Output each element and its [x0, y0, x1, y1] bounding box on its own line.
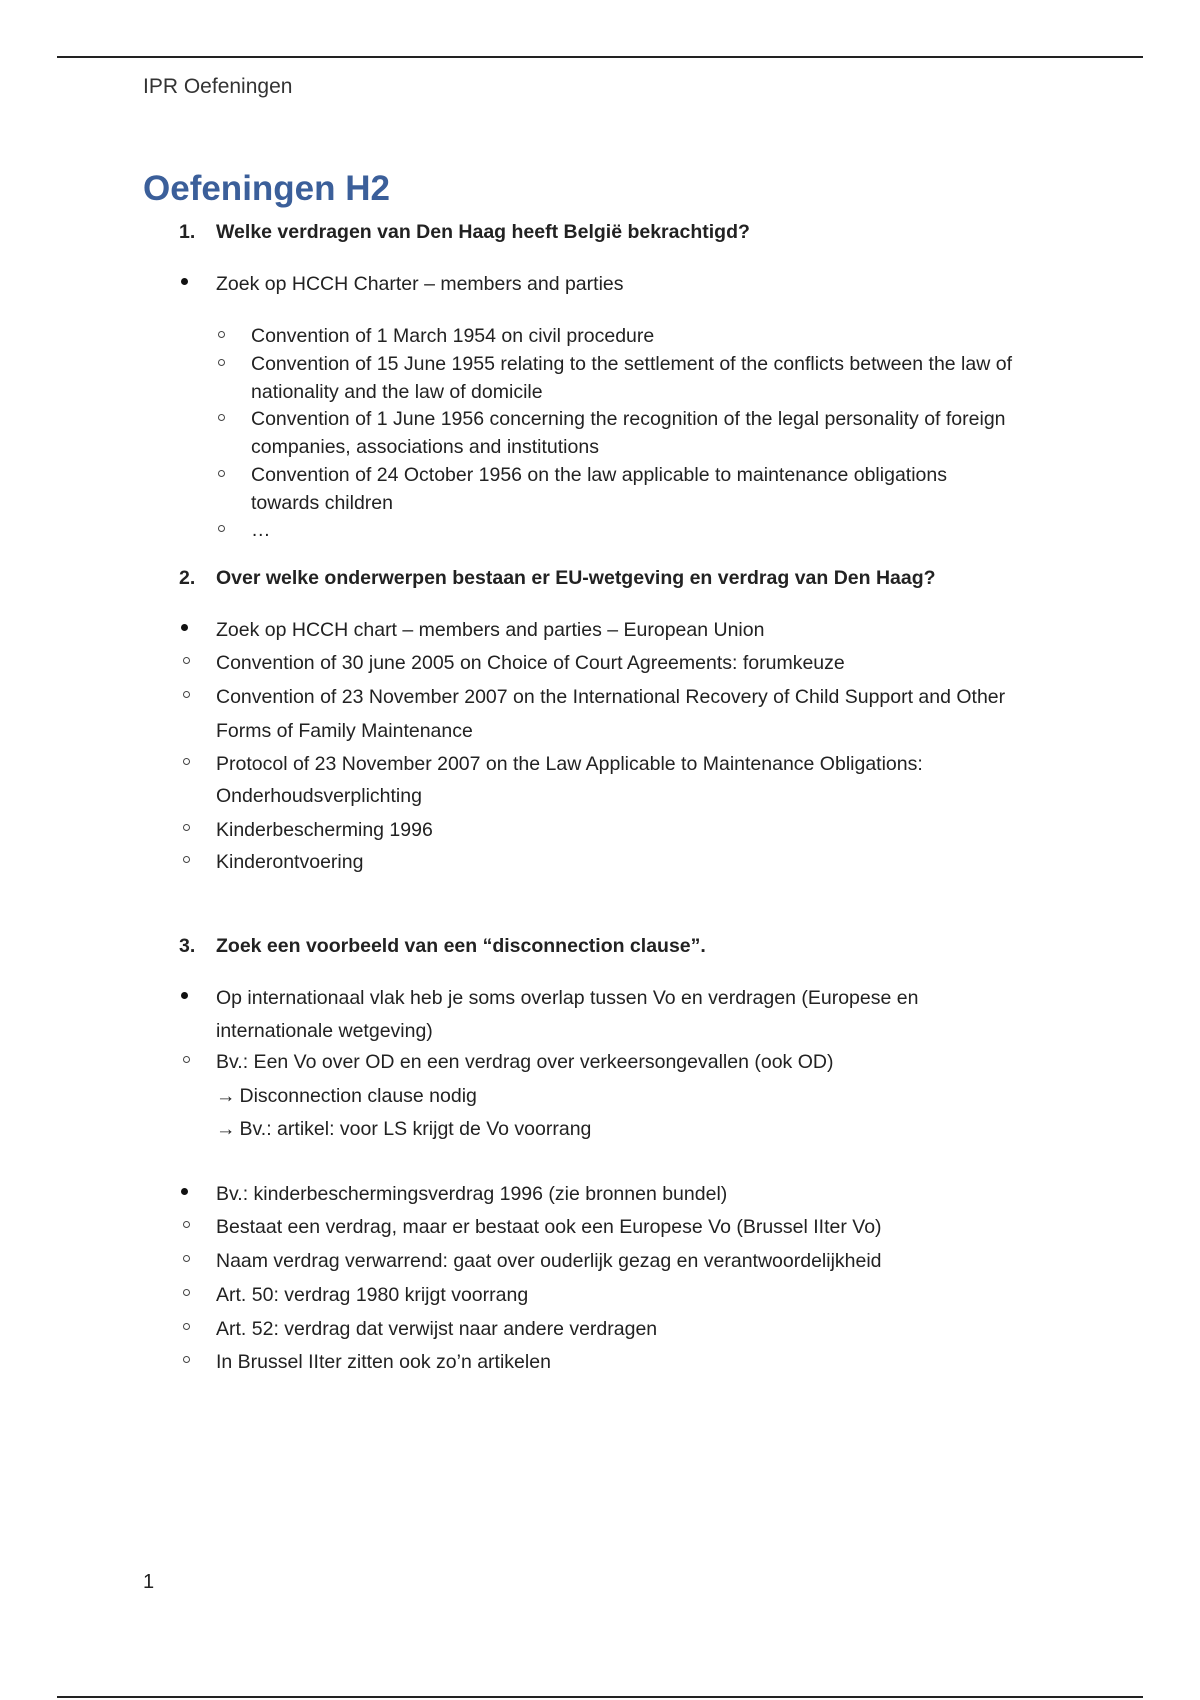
circle-bullet-icon	[176, 1350, 196, 1368]
list-item: Art. 50: verdrag 1980 krijgt voorrang	[216, 1284, 529, 1306]
q3-bullet-1: Op internationaal vlak heb je soms overlap tussen Vo en verdragen (Europese en	[216, 987, 919, 1009]
list-item-continuation: towards children	[251, 492, 393, 514]
arrow-right-icon: →	[216, 1085, 236, 1107]
bullet-dot-icon	[174, 986, 194, 1004]
arrow-line	[216, 1082, 477, 1110]
question-3	[179, 932, 706, 960]
circle-bullet-icon	[211, 464, 231, 482]
list-item: Convention of 24 October 1956 on the law applicable to maintenance obligations	[251, 464, 947, 486]
question-text: Over welke onderwerpen bestaan er EU-wetgeving en verdrag van Den Haag?	[216, 567, 936, 589]
circle-bullet-icon	[176, 1050, 196, 1068]
question-text: Welke verdragen van Den Haag heeft België bekrachtigd?	[216, 221, 750, 243]
list-item: Protocol of 23 November 2007 on the Law Applicable to Maintenance Obligations:	[216, 753, 923, 775]
circle-bullet-icon	[211, 353, 231, 371]
list-item: Kinderontvoering	[216, 851, 364, 873]
arrow-line-text: Disconnection clause nodig	[239, 1085, 477, 1107]
circle-bullet-icon	[211, 325, 231, 343]
list-item: Convention of 1 June 1956 concerning the recognition of the legal personality of foreign	[251, 408, 1006, 430]
question-number: 3.	[179, 935, 196, 957]
circle-bullet-icon	[176, 651, 196, 669]
question-text: Zoek een voorbeeld van een “disconnection clause”.	[216, 935, 706, 957]
page-header: IPR Oefeningen	[143, 75, 293, 98]
arrow-right-icon: →	[216, 1118, 236, 1140]
circle-bullet-icon	[176, 850, 196, 868]
bullet-dot-icon	[174, 1182, 194, 1200]
list-item: In Brussel IIter zitten ook zo’n artikelen	[216, 1351, 551, 1373]
list-item: Convention of 23 November 2007 on the International Recovery of Child Support and Other	[216, 686, 1006, 708]
circle-bullet-icon	[176, 1317, 196, 1335]
q1-bullet: Zoek op HCCH Charter – members and parties	[216, 273, 624, 295]
question-number: 1.	[179, 221, 196, 243]
circle-bullet-icon	[176, 1215, 196, 1233]
circle-bullet-icon	[211, 519, 231, 537]
list-item-continuation: companies, associations and institutions	[251, 436, 599, 458]
list-item-continuation: Forms of Family Maintenance	[216, 720, 473, 742]
question-1	[179, 218, 750, 246]
list-item: …	[251, 519, 271, 541]
list-item: Convention of 1 March 1954 on civil procedure	[251, 325, 655, 347]
circle-bullet-icon	[211, 408, 231, 426]
question-number: 2.	[179, 567, 196, 589]
q2-bullet: Zoek op HCCH chart – members and parties – European Union	[216, 619, 765, 641]
arrow-line-text: Bv.: artikel: voor LS krijgt de Vo voorrang	[239, 1118, 592, 1140]
list-item: Convention of 15 June 1955 relating to the settlement of the conflicts between the law of	[251, 353, 1012, 375]
list-item: Bestaat een verdrag, maar er bestaat ook een Europese Vo (Brussel IIter Vo)	[216, 1216, 882, 1238]
circle-bullet-icon	[176, 685, 196, 703]
question-2	[179, 564, 936, 592]
circle-bullet-icon	[176, 1249, 196, 1267]
list-item-continuation: nationality and the law of domicile	[251, 381, 543, 403]
footer-rule	[57, 1696, 1143, 1698]
arrow-line	[216, 1115, 591, 1143]
circle-bullet-icon	[176, 1283, 196, 1301]
list-item: Naam verdrag verwarrend: gaat over ouderlijk gezag en verantwoordelijkheid	[216, 1250, 882, 1272]
bullet-dot-icon	[174, 618, 194, 636]
header-rule	[57, 56, 1143, 58]
q3-bullet-1-continuation: internationale wetgeving)	[216, 1020, 433, 1042]
list-item: Art. 52: verdrag dat verwijst naar andere verdragen	[216, 1318, 658, 1340]
list-item-continuation: Onderhoudsverplichting	[216, 785, 422, 807]
list-item: Bv.: Een Vo over OD en een verdrag over verkeersongevallen (ook OD)	[216, 1051, 834, 1073]
circle-bullet-icon	[176, 818, 196, 836]
list-item: Convention of 30 june 2005 on Choice of Court Agreements: forumkeuze	[216, 652, 845, 674]
bullet-dot-icon	[174, 272, 194, 290]
circle-bullet-icon	[176, 752, 196, 770]
page-number: 1	[143, 1571, 155, 1593]
page-title: Oefeningen H2	[143, 169, 390, 208]
q3-bullet-2: Bv.: kinderbeschermingsverdrag 1996 (zie bronnen bundel)	[216, 1183, 728, 1205]
list-item: Kinderbescherming 1996	[216, 819, 433, 841]
